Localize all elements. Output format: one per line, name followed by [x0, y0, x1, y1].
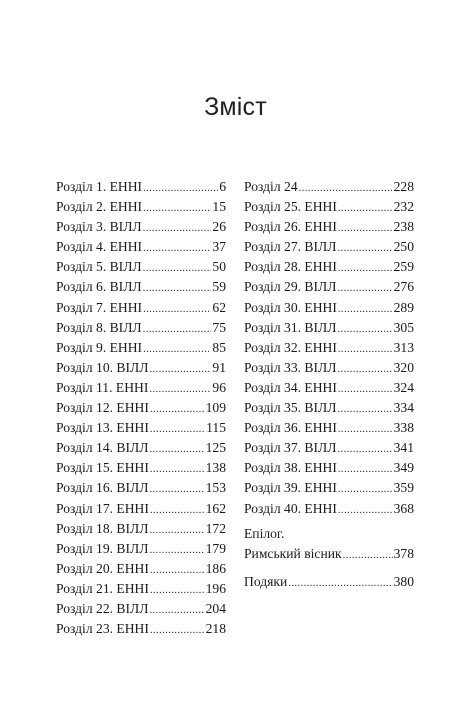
- toc-entry[interactable]: [244, 237, 414, 257]
- toc-entry-label: Розділ 33. ВІЛЛ: [244, 359, 337, 375]
- dot-leader: [150, 580, 205, 600]
- dot-leader: [338, 299, 393, 319]
- dot-leader: [149, 439, 204, 459]
- toc-entry-page: 91: [212, 359, 226, 375]
- dot-leader: [149, 540, 204, 560]
- toc-entry[interactable]: [244, 277, 414, 297]
- dot-leader: [143, 278, 212, 298]
- toc-entry-page: 324: [393, 379, 414, 395]
- toc-entry-label: Розділ 1. ЕННІ: [56, 179, 143, 194]
- toc-entry-label: Розділ 40. ЕННІ: [244, 500, 337, 516]
- toc-entry[interactable]: [56, 499, 226, 519]
- dot-leader: [337, 359, 392, 379]
- toc-entry[interactable]: [56, 418, 226, 438]
- toc-entry-page: 196: [205, 580, 226, 596]
- toc-entry-page: 338: [393, 420, 414, 436]
- dot-leader: [337, 278, 392, 298]
- dot-leader: [338, 459, 393, 479]
- dot-leader: [337, 439, 392, 459]
- toc-entry-page: 85: [212, 339, 226, 355]
- toc-left-column: [56, 177, 226, 639]
- toc-entry-page: 250: [393, 239, 414, 255]
- toc-entry-label: Розділ 17. ЕННІ: [56, 500, 149, 516]
- toc-entry-page: 6: [219, 179, 226, 194]
- dot-leader: [343, 545, 393, 565]
- toc-entry-page: 218: [205, 621, 226, 637]
- toc-entry-page: 125: [205, 440, 226, 456]
- toc-entry-page: 59: [212, 279, 226, 295]
- toc-entry[interactable]: [56, 398, 226, 418]
- toc-entry[interactable]: [244, 177, 414, 197]
- toc-entry-label: Розділ 27. ВІЛЛ: [244, 239, 337, 255]
- toc-entry[interactable]: [56, 177, 226, 197]
- toc-entry-label: Розділ 34. ЕННІ: [244, 379, 337, 395]
- toc-entry-label: Розділ 39. ЕННІ: [244, 480, 337, 496]
- toc-entry-label: Розділ 26. ЕННІ: [244, 219, 337, 235]
- toc-entry-page: 62: [212, 299, 226, 315]
- toc-entry-label: Розділ 11. ЕННІ: [56, 379, 149, 395]
- toc-entry-page: 172: [205, 520, 226, 536]
- toc-entry[interactable]: [244, 217, 414, 237]
- page-title: Зміст: [204, 93, 267, 121]
- dot-leader: [143, 198, 211, 218]
- toc-entry-label: Розділ 29. ВІЛЛ: [244, 279, 337, 295]
- toc-entry-page: 37: [212, 239, 226, 255]
- toc-entry[interactable]: [56, 579, 226, 599]
- toc-entry-label: Розділ 14. ВІЛЛ: [56, 440, 149, 456]
- toc-entry-label: Розділ 37. ВІЛЛ: [244, 440, 337, 456]
- toc-entry[interactable]: [244, 358, 414, 378]
- toc-entry-label: Розділ 38. ЕННІ: [244, 460, 337, 476]
- toc-entry-label: Розділ 16. ВІЛЛ: [56, 480, 149, 496]
- toc-entry[interactable]: [56, 478, 226, 498]
- toc-entry-label: Розділ 8. ВІЛЛ: [56, 319, 142, 335]
- dot-leader: [338, 339, 393, 359]
- toc-entry-label: Розділ 9. ЕННІ: [56, 339, 143, 355]
- toc-entry-label: Розділ 2. ЕННІ: [56, 199, 143, 215]
- dot-leader: [338, 419, 393, 439]
- dot-leader: [338, 479, 393, 499]
- toc-entry-page: 186: [205, 560, 226, 576]
- toc-entry-label: Розділ 25. ЕННІ: [244, 199, 337, 215]
- dot-leader: [337, 238, 392, 258]
- toc-entry-label: Розділ 36. ЕННІ: [244, 420, 337, 436]
- dot-leader: [143, 218, 212, 238]
- dot-leader: [149, 479, 204, 499]
- toc-entry-label: Розділ 31. ВІЛЛ: [244, 319, 337, 335]
- toc-entry-label: Розділ 23. ЕННІ: [56, 621, 149, 637]
- toc-entry-page: 341: [393, 440, 414, 456]
- toc-entry-label: Розділ 35. ВІЛЛ: [244, 400, 337, 416]
- dot-leader: [338, 500, 393, 520]
- dot-leader: [150, 560, 205, 580]
- toc-entry-page: 15: [212, 199, 226, 215]
- dot-leader: [337, 319, 392, 339]
- toc-entry[interactable]: [244, 478, 414, 498]
- toc-entry[interactable]: [244, 257, 414, 277]
- toc-entry-label: Розділ 22. ВІЛЛ: [56, 600, 149, 616]
- toc-entry-page: 378: [393, 545, 414, 561]
- toc-entry-label: Розділ 30. ЕННІ: [244, 299, 337, 315]
- toc-entry-label: Розділ 24: [244, 179, 298, 194]
- toc-entry[interactable]: [244, 378, 414, 398]
- toc-entry[interactable]: [56, 559, 226, 579]
- toc-entry[interactable]: [56, 519, 226, 539]
- toc-entry-page: 238: [393, 219, 414, 235]
- dot-leader: [143, 178, 218, 198]
- dot-leader: [143, 339, 211, 359]
- toc-entry-page: 313: [393, 339, 414, 355]
- toc-entry[interactable]: [56, 619, 226, 639]
- dot-leader: [143, 319, 212, 339]
- dot-leader: [338, 218, 393, 238]
- toc-entry-page: 115: [206, 420, 226, 436]
- toc-entry-page: 179: [205, 540, 226, 556]
- toc-entry-label: Розділ 3. ВІЛЛ: [56, 219, 142, 235]
- dot-leader: [338, 379, 393, 399]
- toc-entry-page: 153: [205, 480, 226, 496]
- toc-entry-page: 334: [393, 400, 414, 416]
- toc-entry-label: Розділ 13. ЕННІ: [56, 420, 149, 436]
- toc-entry-page: 368: [393, 500, 414, 516]
- toc-entry-page: 75: [212, 319, 226, 335]
- toc-entry[interactable]: [244, 338, 414, 358]
- toc-entry-page: 96: [212, 379, 226, 395]
- toc-entry[interactable]: [56, 318, 226, 338]
- toc-entry[interactable]: [56, 539, 226, 559]
- toc-entry-page: 289: [393, 299, 414, 315]
- toc-entry-label: Подяки: [244, 573, 288, 589]
- toc-entry-page: 162: [205, 500, 226, 516]
- toc-entry-page: 380: [393, 573, 414, 589]
- toc-entry-page: 320: [393, 359, 414, 375]
- toc-entry[interactable]: [244, 458, 414, 478]
- toc-entry-label: Розділ 10. ВІЛЛ: [56, 359, 149, 375]
- toc-entry-acknowledgements[interactable]: [244, 572, 414, 592]
- dot-leader: [149, 379, 211, 399]
- toc-entry-page: 228: [393, 179, 414, 194]
- toc-entry[interactable]: [244, 499, 414, 519]
- toc-entry-label: Розділ 32. ЕННІ: [244, 339, 337, 355]
- dot-leader: [338, 258, 393, 278]
- toc-entry-page: 26: [212, 219, 226, 235]
- toc-entry-page: 50: [212, 259, 226, 275]
- toc-entry-page: 276: [393, 279, 414, 295]
- toc-entry-label: Розділ 20. ЕННІ: [56, 560, 149, 576]
- toc-entry[interactable]: [244, 418, 414, 438]
- toc-right-column: [244, 177, 414, 592]
- toc-entry-label: Римський вісник: [244, 545, 342, 561]
- toc-entry[interactable]: [56, 458, 226, 478]
- toc-entry[interactable]: [244, 298, 414, 318]
- dot-leader: [150, 500, 205, 520]
- toc-entry-epilog[interactable]: [244, 544, 414, 564]
- toc-entry-label: Розділ 12. ЕННІ: [56, 400, 149, 416]
- toc-entry[interactable]: [244, 318, 414, 338]
- toc-entry[interactable]: [56, 257, 226, 277]
- toc-entry-page: 138: [205, 460, 226, 476]
- dot-leader: [150, 419, 205, 439]
- toc-entry-label: Розділ 15. ЕННІ: [56, 460, 149, 476]
- dot-leader: [143, 238, 211, 258]
- dot-leader: [143, 258, 212, 278]
- toc-entry[interactable]: [56, 277, 226, 297]
- toc-entry-label: Розділ 28. ЕННІ: [244, 259, 337, 275]
- dot-leader: [150, 620, 205, 640]
- toc-entry[interactable]: [56, 358, 226, 378]
- toc-entry[interactable]: [56, 599, 226, 619]
- toc-entry-page: 204: [205, 600, 226, 616]
- toc-entry[interactable]: [244, 197, 414, 217]
- toc-entry-page: 259: [393, 259, 414, 275]
- toc-entry-label: Розділ 5. ВІЛЛ: [56, 259, 142, 275]
- dot-leader: [149, 359, 211, 379]
- toc-entry-label: Розділ 6. ВІЛЛ: [56, 279, 142, 295]
- toc-entry-page: 359: [393, 480, 414, 496]
- dot-leader: [299, 178, 393, 198]
- dot-leader: [149, 600, 204, 620]
- toc-entry-label: Розділ 19. ВІЛЛ: [56, 540, 149, 556]
- dot-leader: [149, 520, 204, 540]
- toc-entry[interactable]: [56, 217, 226, 237]
- dot-leader: [337, 399, 392, 419]
- toc-entry[interactable]: [56, 237, 226, 257]
- toc-entry[interactable]: [56, 197, 226, 217]
- epilog-heading: Епілог.: [244, 525, 285, 541]
- toc-entry-label: Розділ 21. ЕННІ: [56, 580, 149, 596]
- toc-entry-label: Розділ 18. ВІЛЛ: [56, 520, 149, 536]
- dot-leader: [288, 573, 392, 593]
- toc-entry-label: Розділ 4. ЕННІ: [56, 239, 143, 255]
- dot-leader: [143, 299, 211, 319]
- toc-entry[interactable]: [56, 378, 226, 398]
- dot-leader: [150, 399, 205, 419]
- toc-entry-page: 305: [393, 319, 414, 335]
- toc-entry-page: 232: [393, 199, 414, 215]
- toc-entry[interactable]: [56, 438, 226, 458]
- toc-entry-page: 349: [393, 460, 414, 476]
- dot-leader: [338, 198, 393, 218]
- toc-entry-page: 109: [205, 400, 226, 416]
- toc-entry[interactable]: [244, 398, 414, 418]
- toc-entry[interactable]: [56, 298, 226, 318]
- toc-entry[interactable]: [56, 338, 226, 358]
- toc-entry[interactable]: [244, 438, 414, 458]
- toc-entry-label: Розділ 7. ЕННІ: [56, 299, 143, 315]
- dot-leader: [150, 459, 205, 479]
